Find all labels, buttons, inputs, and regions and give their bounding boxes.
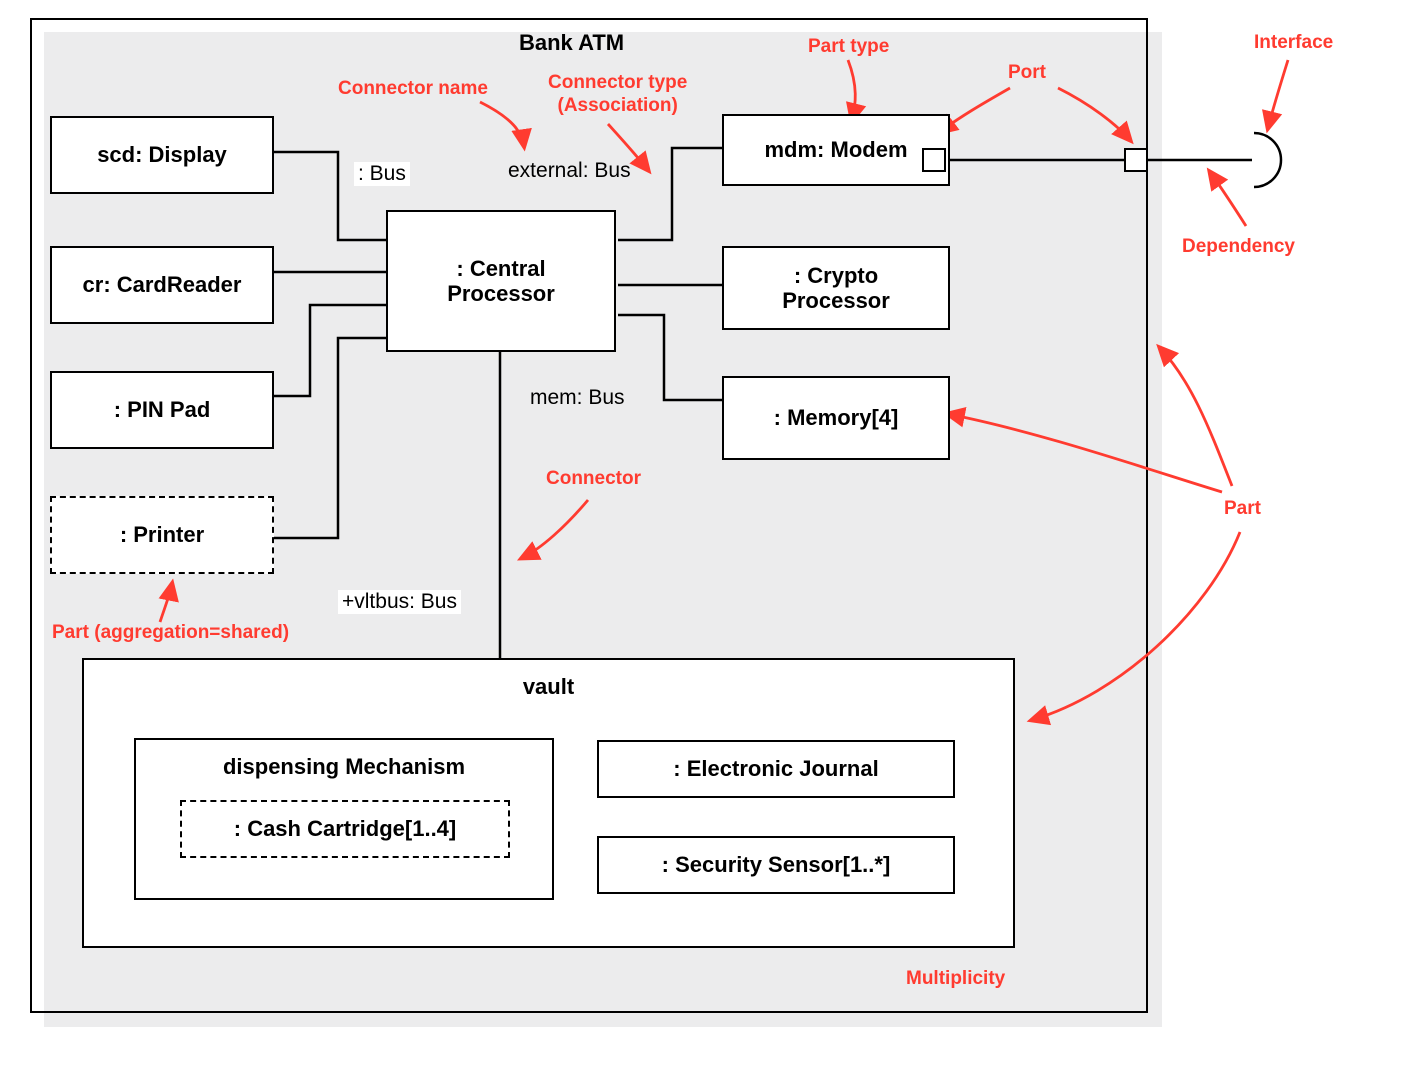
security-sensor-label: : Security Sensor[1..*] xyxy=(661,852,891,878)
port-frame-boundary[interactable] xyxy=(1124,148,1148,172)
annotation-connector-type-line1: Connector type xyxy=(548,72,688,93)
annotation-connector: Connector xyxy=(546,468,641,489)
annotation-dependency: Dependency xyxy=(1182,236,1295,257)
annotation-multiplicity: Multiplicity xyxy=(906,968,1006,989)
connector-label-external-bus: external: Bus xyxy=(508,159,631,182)
part-pinpad[interactable] xyxy=(50,371,274,449)
part-central-processor-label-line1: : Central xyxy=(456,255,546,281)
part-display-label: scd: Display xyxy=(97,142,227,168)
annotation-connector-name: Connector name xyxy=(338,78,488,99)
part-memory[interactable] xyxy=(722,376,950,460)
part-memory-label: : Memory[4] xyxy=(773,405,899,431)
part-modem[interactable] xyxy=(722,114,950,186)
annotation-part-aggregation: Part (aggregation=shared) xyxy=(52,622,290,643)
part-central-processor[interactable] xyxy=(386,210,616,352)
cash-cartridge-label: : Cash Cartridge[1..4] xyxy=(233,816,457,842)
connector-label-vltbus: +vltbus: Bus xyxy=(338,590,461,614)
part-crypto-processor-label-line2: Processor xyxy=(782,288,890,313)
part-display[interactable] xyxy=(50,116,274,194)
annotation-part-type: Part type xyxy=(808,36,890,57)
part-printer[interactable] xyxy=(50,496,274,574)
part-security-sensor[interactable] xyxy=(597,836,955,894)
connector-label-mem-bus: mem: Bus xyxy=(530,386,625,409)
part-central-processor-label-line2: Processor xyxy=(447,281,555,306)
part-modem-label: mdm: Modem xyxy=(764,137,908,163)
annotation-interface: Interface xyxy=(1254,32,1334,53)
part-crypto-processor[interactable] xyxy=(722,246,950,330)
connector-label-bus: : Bus xyxy=(354,162,410,186)
annotation-connector-type xyxy=(548,72,687,118)
part-cardreader-label: cr: CardReader xyxy=(82,272,242,298)
part-cash-cartridge[interactable] xyxy=(180,800,510,858)
port-modem[interactable] xyxy=(922,148,946,172)
dispensing-mechanism-label: dispensing Mechanism xyxy=(222,754,466,779)
bank-atm-title: Bank ATM xyxy=(519,30,625,55)
part-crypto-processor-label-line1: : Crypto xyxy=(793,262,879,288)
electronic-journal-label: : Electronic Journal xyxy=(673,756,879,782)
part-electronic-journal[interactable] xyxy=(597,740,955,798)
part-pinpad-label: : PIN Pad xyxy=(113,397,211,423)
vault-title: vault xyxy=(522,674,575,699)
annotation-connector-type-line2: (Association) xyxy=(557,94,678,116)
part-printer-label: : Printer xyxy=(119,522,205,548)
annotation-port: Port xyxy=(1008,62,1046,83)
annotation-part: Part xyxy=(1224,498,1261,519)
part-cardreader[interactable] xyxy=(50,246,274,324)
